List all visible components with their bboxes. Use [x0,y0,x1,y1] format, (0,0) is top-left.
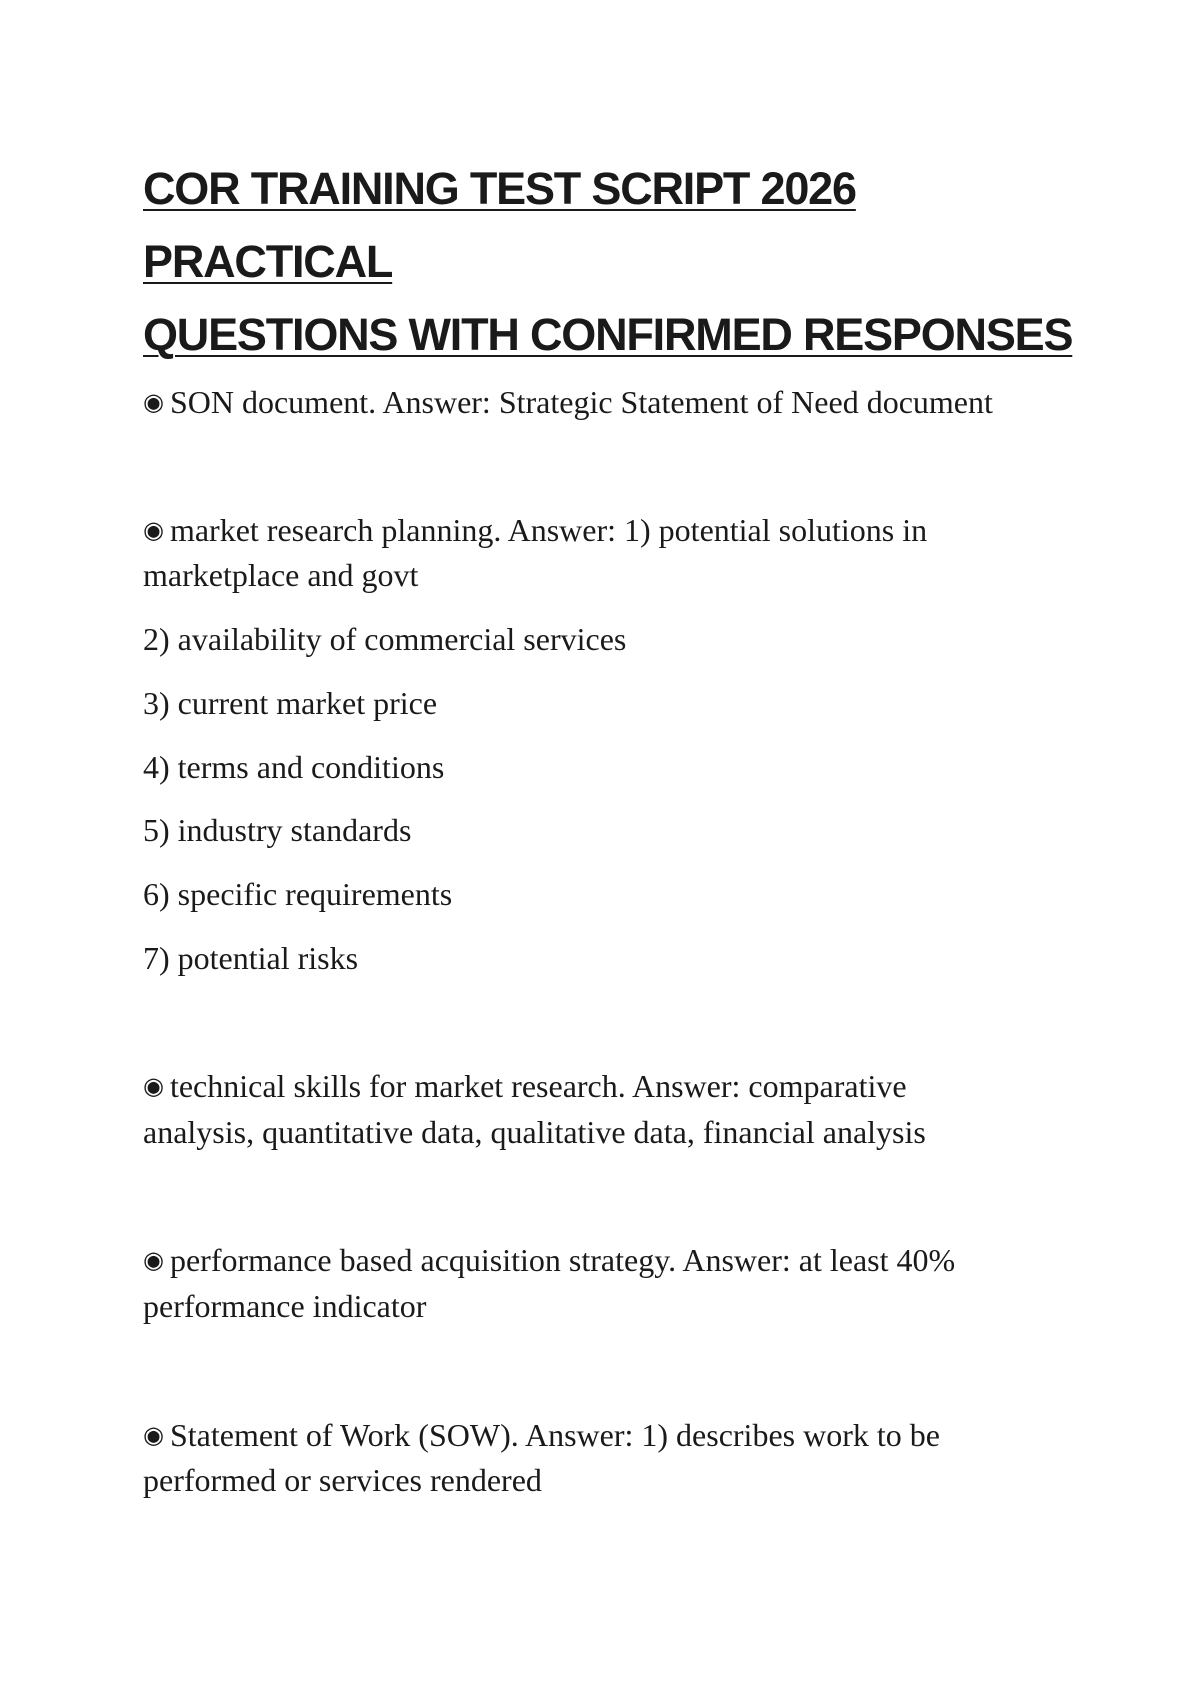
qa-text: technical skills for market research. Answer: comparative [169,1068,907,1104]
document-title [143,152,1078,371]
title-line-2: QUESTIONS WITH CONFIRMED RESPONSES [143,309,1073,360]
title-line-1: COR TRAINING TEST SCRIPT 2026 PRACTICAL [143,163,856,287]
qa-text: market research planning. Answer: 1) potential solutions in [169,512,928,548]
bullet-icon: ◉ [143,388,164,416]
qa-item-market-research-planning [143,510,927,550]
qa-list-item: 5) industry standards [143,812,412,848]
qa-text: SON document. Answer: Strategic Statement of Need document [169,384,993,420]
qa-item-performance-based-acquisition [143,1240,955,1280]
qa-continuation: performed or services rendered [143,1462,542,1498]
bullet-icon: ◉ [143,1421,164,1449]
qa-continuation: marketplace and govt [143,557,419,593]
qa-continuation: performance indicator [143,1288,427,1324]
qa-item-technical-skills [143,1066,907,1106]
bullet-icon: ◉ [143,1072,164,1100]
bullet-icon: ◉ [143,516,164,544]
qa-list-item: 7) potential risks [143,940,359,976]
qa-list-item: 6) specific requirements [143,876,453,912]
qa-text: Statement of Work (SOW). Answer: 1) describes work to be [169,1417,940,1453]
qa-continuation: analysis, quantitative data, qualitative data, financial analysis [143,1114,926,1150]
bullet-icon: ◉ [143,1246,164,1274]
qa-item-son-document [143,382,993,422]
qa-list-item: 2) availability of commercial services [143,621,627,657]
qa-list-item: 4) terms and conditions [143,749,445,785]
qa-list-item: 3) current market price [143,685,438,721]
qa-text: performance based acquisition strategy. Answer: at least 40% [169,1242,956,1278]
qa-item-statement-of-work [143,1415,940,1455]
